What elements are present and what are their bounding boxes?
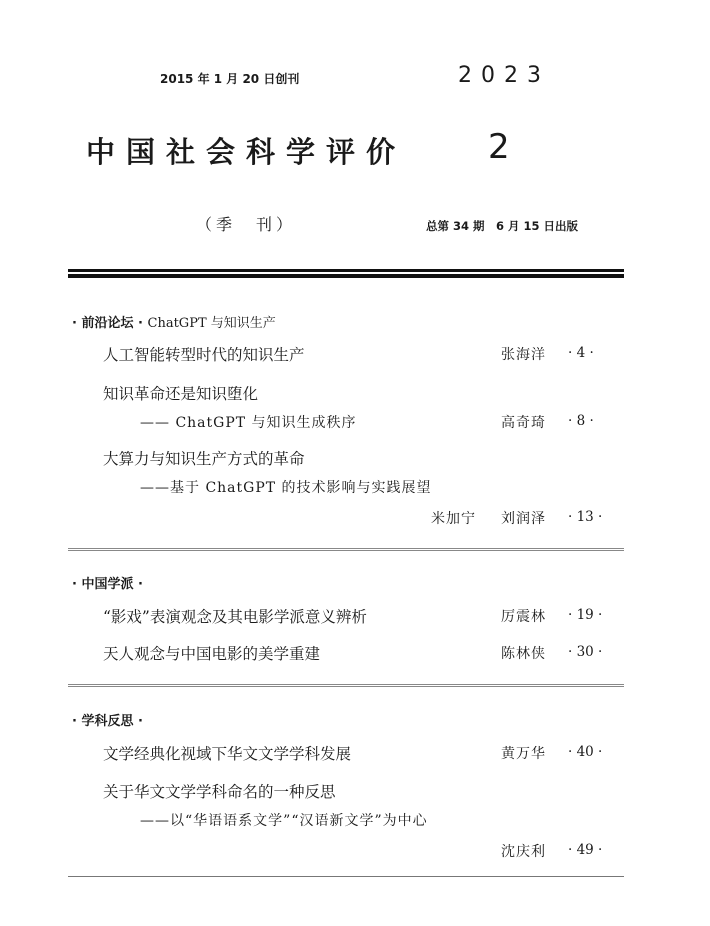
article-page: · 13 · [568,509,603,525]
article-author: 高奇琦 [501,415,546,431]
section-title: 前沿论坛 [81,316,134,331]
issue-number: 2 [488,127,510,167]
article-coauthor: 米加宁 [431,511,476,527]
masthead-rule-bottom [68,274,624,278]
article-author: 厉震林 [501,609,546,625]
article-author: 黄万华 [501,746,546,762]
article-author: 沈庆利 [501,844,546,860]
publication-year: 2023 [458,63,550,88]
section-title: 学科反思 [81,714,134,729]
article-author: 张海洋 [501,347,546,363]
section-heading: · 学科反思 · [72,714,143,729]
masthead-rule-top [68,269,624,272]
section-subtitle: ChatGPT 与知识生产 [147,316,276,331]
article-page: · 19 · [568,607,603,623]
issue-info: 总第 34 期 6 月 15 日出版 [426,219,579,233]
article-title[interactable]: 文学经典化视域下华文文学学科发展 [103,745,352,763]
publication-frequency: （季 刊） [196,215,297,234]
article-page: · 40 · [568,744,603,760]
section-divider [68,684,624,687]
article-title[interactable]: 关于华文文学学科命名的一种反思 [103,783,336,801]
section-title: 中国学派 [81,577,134,592]
article-page: · 30 · [568,644,603,660]
article-author: 刘润泽 [501,511,546,527]
article-page: · 49 · [568,842,603,858]
article-title[interactable]: 知识革命还是知识堕化 [103,385,259,403]
article-page: · 8 · [568,413,594,429]
section-heading: · 中国学派 · [72,577,143,592]
article-subtitle: ——基于 ChatGPT 的技术影响与实践展望 [140,480,432,496]
founding-date: 2015 年 1 月 20 日创刊 [160,72,300,86]
section-divider [68,876,624,877]
article-page: · 4 · [568,345,594,361]
article-title[interactable]: 天人观念与中国电影的美学重建 [103,645,321,663]
article-subtitle: —— ChatGPT 与知识生成秩序 [140,415,357,431]
article-title[interactable]: 人工智能转型时代的知识生产 [103,346,305,364]
section-divider [68,548,624,551]
article-title[interactable]: “影戏”表演观念及其电影学派意义辨析 [103,608,367,626]
article-subtitle: ——以“华语语系文学”“汉语新文学”为中心 [140,813,428,829]
journal-title: 中国社会科学评价 [86,135,407,169]
article-title[interactable]: 大算力与知识生产方式的革命 [103,450,305,468]
section-heading: · 前沿论坛 · ChatGPT 与知识生产 [72,316,276,331]
article-author: 陈林侠 [501,646,546,662]
